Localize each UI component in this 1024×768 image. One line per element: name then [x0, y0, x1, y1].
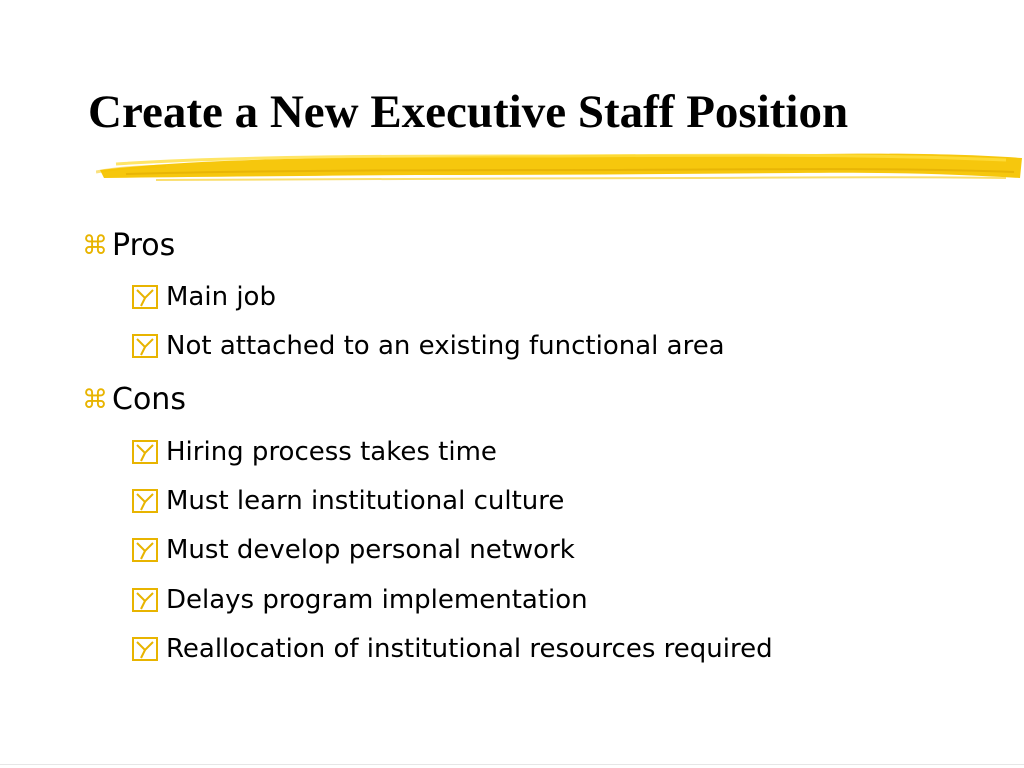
list-item — [132, 280, 276, 314]
checkbox-icon — [132, 588, 158, 612]
command-key-icon: ⌘ — [82, 385, 108, 415]
section-heading-pros — [82, 226, 175, 266]
checkbox-icon — [132, 538, 158, 562]
list-item — [132, 583, 588, 617]
list-item-text: Hiring process takes time — [166, 437, 497, 467]
list-item-text: Delays program implementation — [166, 585, 588, 615]
list-item — [132, 435, 497, 469]
checkbox-icon — [132, 440, 158, 464]
list-item — [132, 484, 564, 518]
command-key-icon: ⌘ — [82, 231, 108, 261]
list-item — [132, 329, 725, 363]
footer-divider — [0, 764, 1024, 765]
section-heading-cons — [82, 380, 186, 420]
list-item — [132, 533, 575, 567]
checkbox-icon — [132, 489, 158, 513]
checkbox-icon — [132, 637, 158, 661]
list-item-text: Main job — [166, 282, 276, 312]
slide-title: Create a New Executive Staff Position — [88, 86, 849, 138]
list-item-text: Must learn institutional culture — [166, 486, 565, 516]
list-item-text: Not attached to an existing functional area — [166, 331, 725, 361]
list-item-text: Must develop personal network — [166, 535, 575, 565]
section-label: Cons — [112, 382, 186, 417]
list-item — [132, 632, 773, 666]
list-item-text: Reallocation of institutional resources required — [166, 634, 773, 664]
checkbox-icon — [132, 334, 158, 358]
checkbox-icon — [132, 285, 158, 309]
section-label: Pros — [112, 228, 176, 263]
